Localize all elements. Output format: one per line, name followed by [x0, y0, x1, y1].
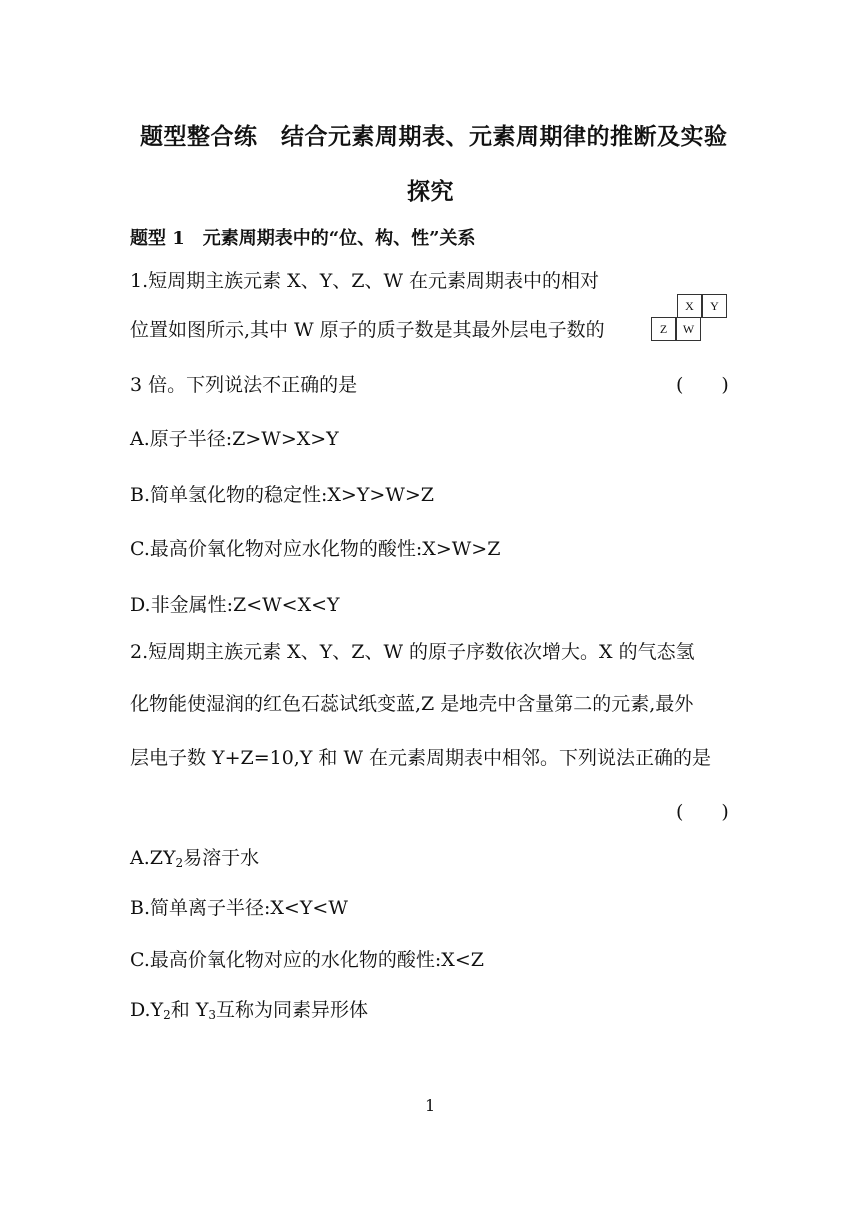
q2-stem-line2: 化物能使湿润的红色石蕊试纸变蓝,Z 是地壳中含量第二的元素,最外	[130, 693, 694, 715]
q1-option-a: A.原子半径:Z>W>X>Y	[130, 428, 339, 450]
q2-option-d-text-mid: 和 Y	[170, 999, 209, 1021]
q1-stem-line3: 3 倍。下列说法不正确的是	[130, 374, 358, 396]
q2-option-d-subscript1: 2	[163, 1008, 171, 1022]
q1-option-b: B.简单氢化物的稳定性:X>Y>W>Z	[130, 484, 434, 506]
q2-option-a-text-end: 易溶于水	[183, 847, 260, 869]
q2-option-a-subscript: 2	[175, 856, 184, 870]
q1-answer-paren: ( )	[676, 374, 729, 396]
section-heading: 题型 1 元素周期表中的“位、构、性”关系	[130, 228, 476, 249]
cell-x: X	[677, 294, 702, 318]
q2-option-a	[130, 843, 259, 870]
q1-option-c: C.最高价氧化物对应水化物的酸性:X>W>Z	[130, 538, 501, 560]
periodic-table-fragment	[651, 294, 731, 343]
cell-w: W	[676, 317, 701, 341]
q2-option-d-text-end: 互称为同素异形体	[216, 999, 369, 1021]
page-title-line2: 探究	[407, 178, 454, 205]
q2-stem-line3: 层电子数 Y+Z=10,Y 和 W 在元素周期表中相邻。下列说法正确的是	[130, 747, 712, 769]
page-title-line1: 题型整合练 结合元素周期表、元素周期律的推断及实验	[140, 123, 728, 150]
q2-stem-line1: 2.短周期主族元素 X、Y、Z、W 的原子序数依次增大。X 的气态氢	[130, 641, 695, 663]
q2-option-d-subscript2: 3	[208, 1008, 217, 1022]
q2-option-c: C.最高价氧化物对应的水化物的酸性:X<Z	[130, 949, 484, 971]
q2-option-d-text: D.Y	[130, 999, 164, 1021]
cell-y: Y	[702, 294, 727, 318]
cell-z: Z	[651, 317, 676, 341]
q1-option-d: D.非金属性:Z<W<X<Y	[130, 594, 340, 616]
page-number: 1	[425, 1096, 436, 1115]
q2-option-b: B.简单离子半径:X<Y<W	[130, 897, 348, 919]
q2-answer-paren: ( )	[676, 801, 729, 823]
q1-stem-line1: 1.短周期主族元素 X、Y、Z、W 在元素周期表中的相对	[130, 270, 600, 292]
q1-stem-line2: 位置如图所示,其中 W 原子的质子数是其最外层电子数的	[130, 319, 605, 341]
q2-option-a-text: A.ZY	[130, 847, 176, 869]
q2-option-d	[130, 995, 368, 1022]
